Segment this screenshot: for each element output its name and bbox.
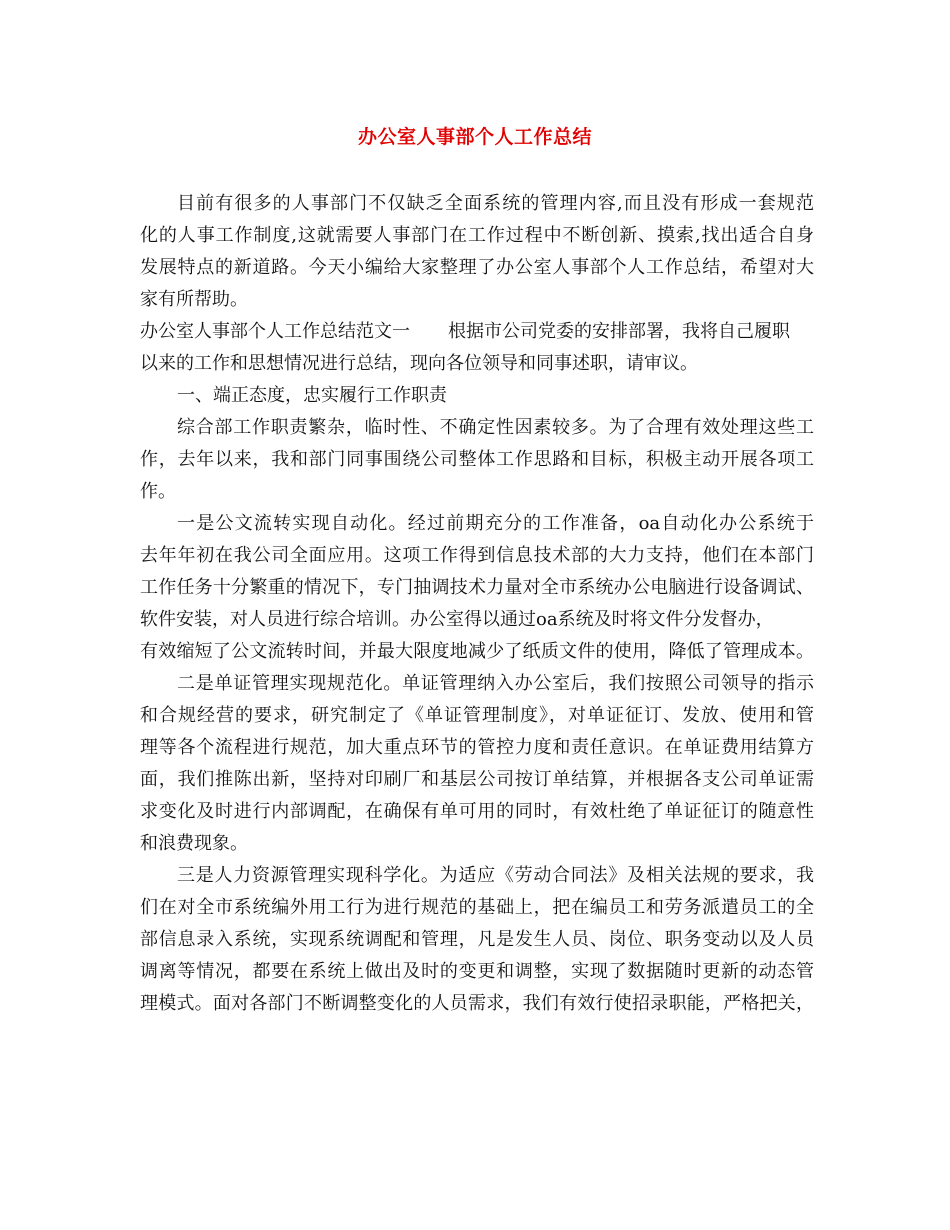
text-line: 部信息录入系统，实现系统调配和管理，凡是发生人员、岗位、职务变动以及人员 (140, 929, 814, 950)
text-line: 综合部工作职责繁杂，临时性、不确定性因素较多。为了合理有效处理这些工 (177, 417, 814, 438)
text-line: 有效缩短了公文流转时间，并最大限度地减少了纸质文件的使用，降低了管理成本。 (140, 641, 814, 662)
text-segment: 根据市公司党委的安排部署，我将自己履职 (448, 321, 790, 342)
text-line: 家有所帮助。 (140, 289, 248, 310)
text-line: 调离等情况，都要在系统上做出及时的变更和调整，实现了数据随时更新的动态管 (140, 961, 814, 982)
text-line: 去年年初在我公司全面应用。这项工作得到信息技术部的大力支持，他们在本部门 (140, 545, 814, 566)
text-line: 面，我们推陈出新，坚持对印刷厂和基层公司按订单结算，并根据各支公司单证需 (140, 769, 814, 790)
text-line (140, 316, 814, 348)
text-line: 目前有很多的人事部门不仅缺乏全面系统的管理内容,而且没有形成一套规范 (177, 193, 814, 214)
text-line: 一、端正态度，忠实履行工作职责 (177, 385, 447, 406)
document-body (140, 188, 814, 1020)
text-line: 理模式。面对各部门不断调整变化的人员需求，我们有效行使招录职能，严格把关， (140, 993, 814, 1014)
text-line: 理等各个流程进行规范，加大重点环节的管控力度和责任意识。在单证费用结算方 (140, 737, 814, 758)
text-line: 一是公文流转实现自动化。经过前期充分的工作准备，oa自动化办公系统于 (177, 513, 814, 534)
text-line: 和浪费现象。 (140, 833, 248, 854)
text-line: 三是人力资源管理实现科学化。为适应《劳动合同法》及相关法规的要求，我 (177, 865, 814, 886)
text-line: 化的人事工作制度,这就需要人事部门在工作过程中不断创新、摸索,找出适合自身 (140, 225, 814, 246)
text-line: 发展特点的新道路。今天小编给大家整理了办公室人事部个人工作总结，希望对大 (140, 257, 814, 278)
text-line: 软件安装，对人员进行综合培训。办公室得以通过oa系统及时将文件分发督办， (140, 609, 774, 630)
text-line: 以来的工作和思想情况进行总结，现向各位领导和同事述职，请审议。 (140, 353, 698, 374)
section-heading: 办公室人事部个人工作总结范文一 (140, 321, 410, 342)
text-line: 和合规经营的要求，研究制定了《单证管理制度》，对单证征订、发放、使用和管 (140, 705, 814, 726)
text-line: 们在对全市系统编外用工行为进行规范的基础上，把在编员工和劳务派遣员工的全 (140, 897, 814, 918)
text-line: 工作任务十分繁重的情况下，专门抽调技术力量对全市系统办公电脑进行设备调试、 (140, 577, 814, 598)
page-title: 办公室人事部个人工作总结 (357, 126, 592, 148)
text-line: 作，去年以来，我和部门同事围绕公司整体工作思路和目标，积极主动开展各项工 (140, 449, 814, 470)
text-line: 求变化及时进行内部调配，在确保有单可用的同时，有效杜绝了单证征订的随意性 (140, 801, 814, 822)
text-line: 二是单证管理实现规范化。单证管理纳入办公室后，我们按照公司领导的指示 (177, 673, 814, 694)
text-line: 作。 (140, 481, 176, 502)
